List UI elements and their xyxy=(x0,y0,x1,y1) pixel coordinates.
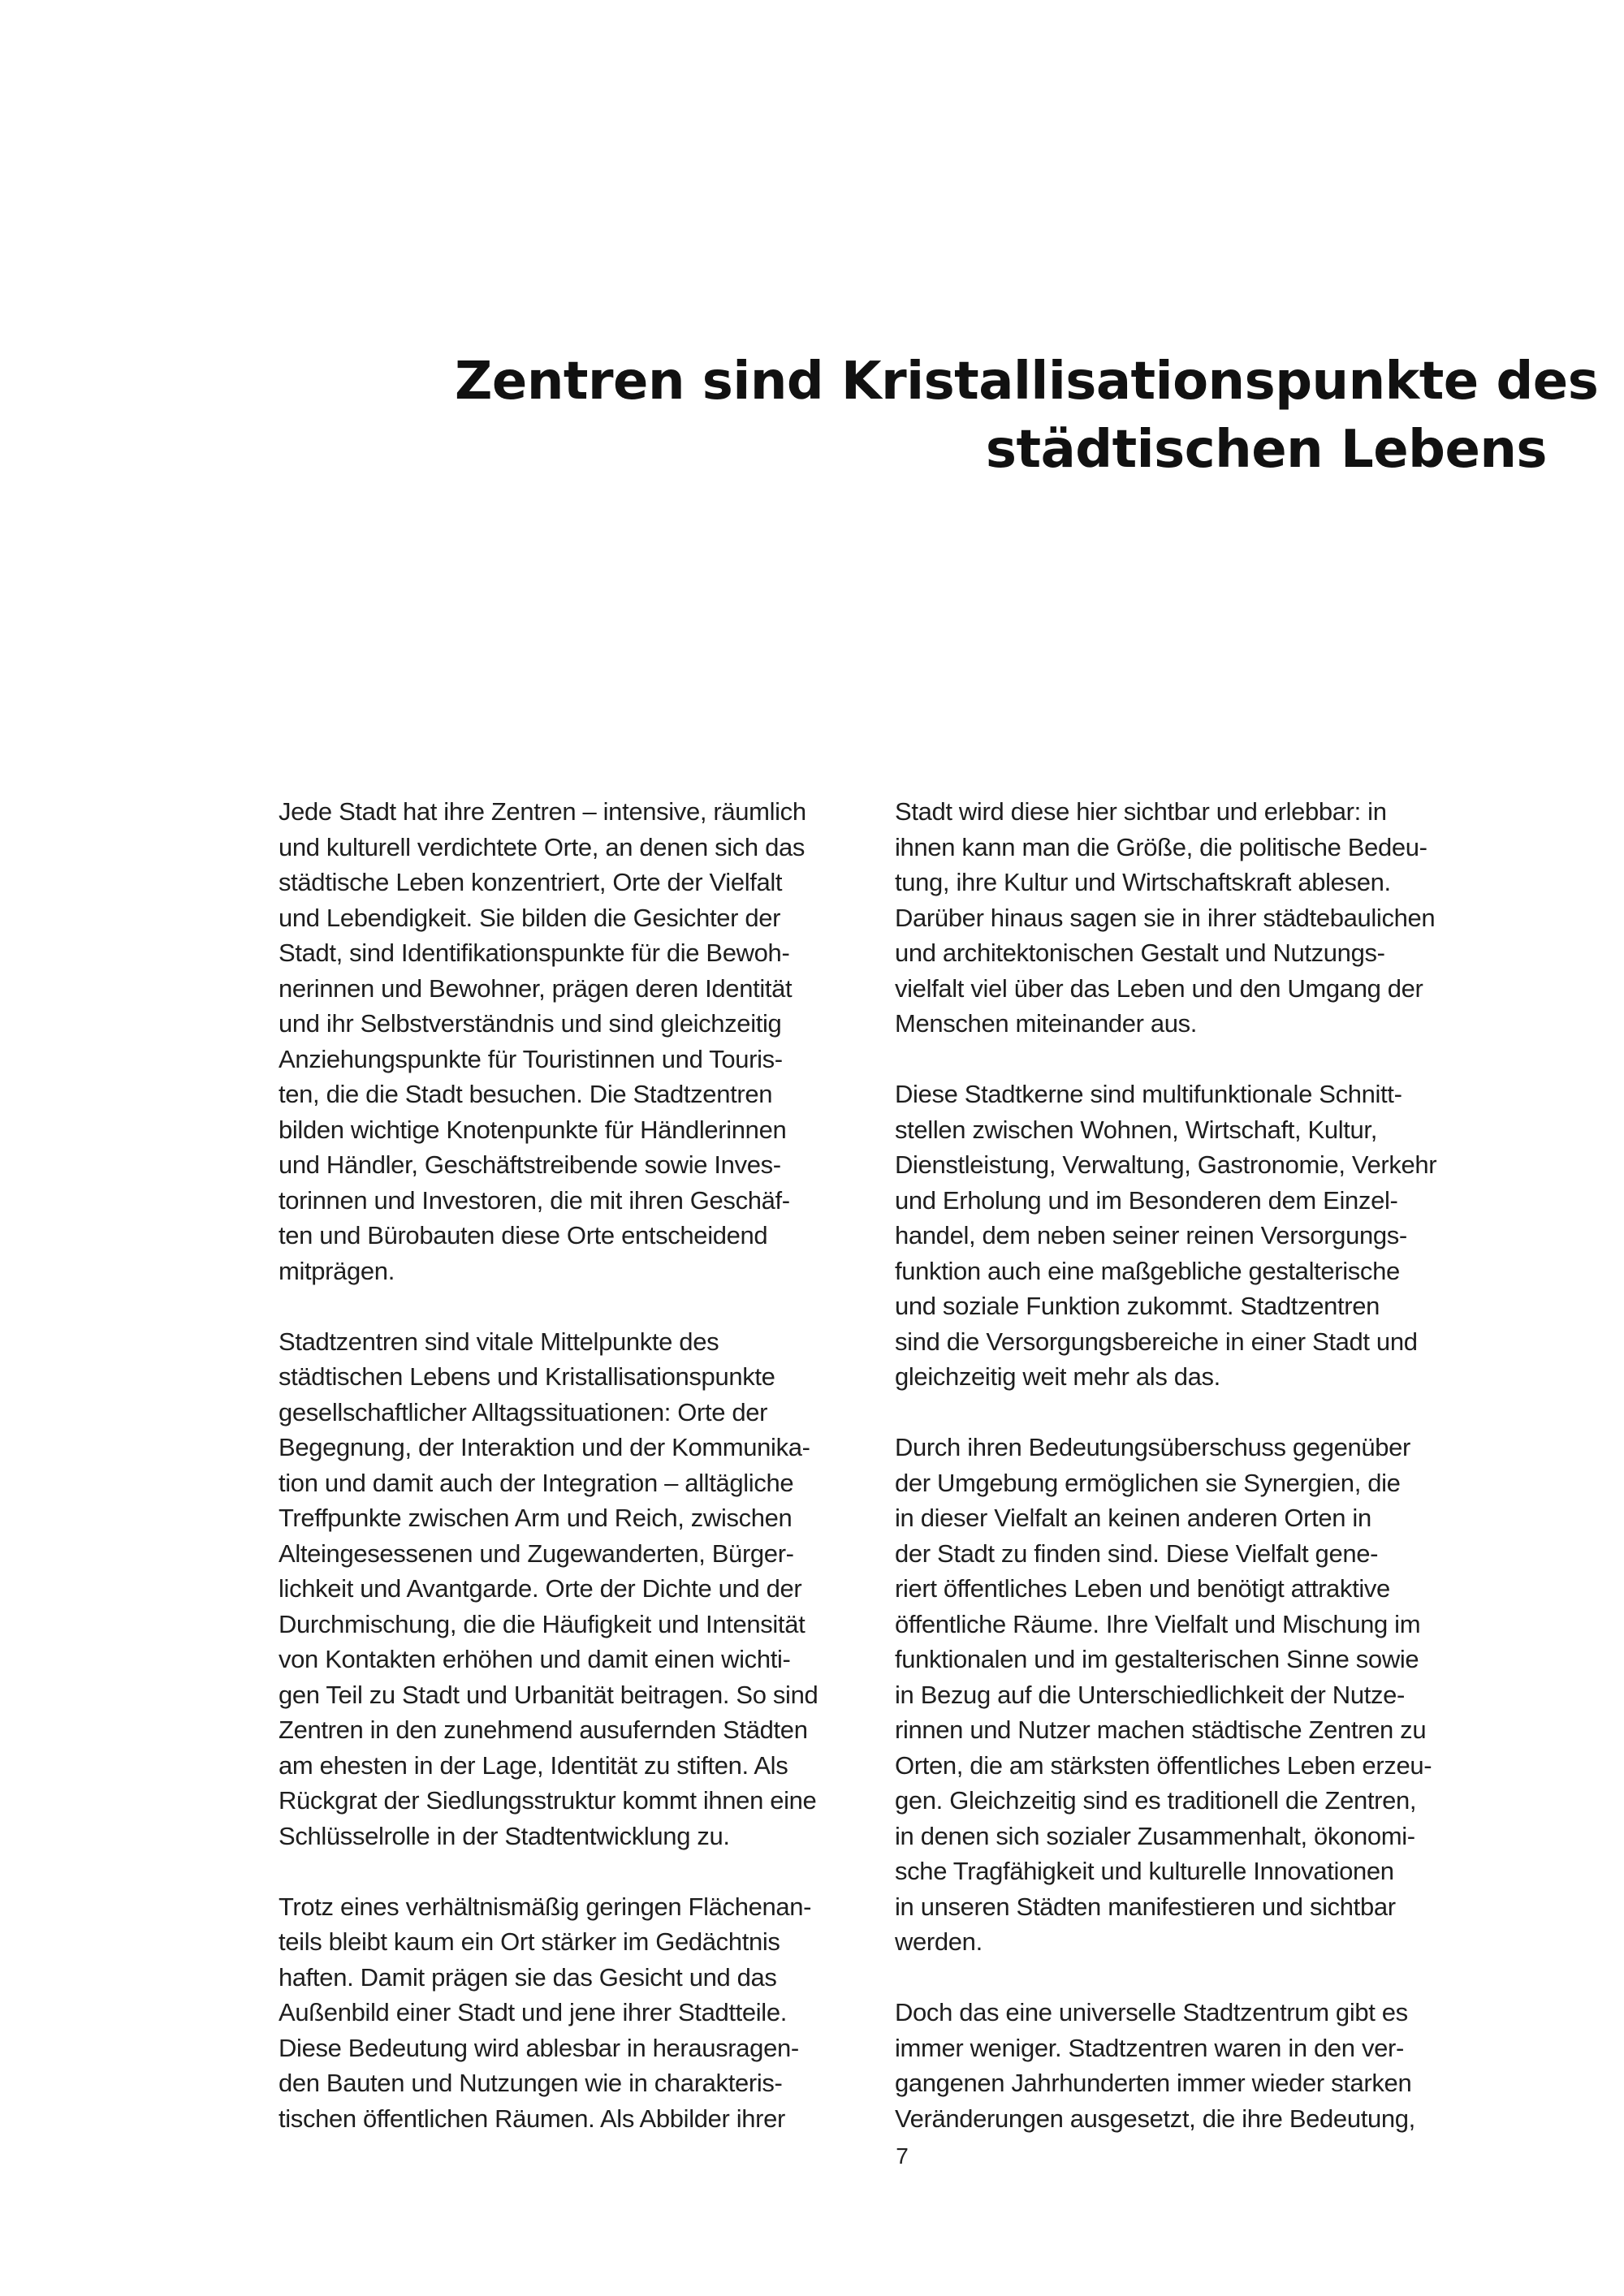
text-line: tung, ihre Kultur und Wirtschaftskraft ablesen. xyxy=(895,868,1391,896)
text-line: städtische Leben konzentriert, Orte der Vielfalt xyxy=(279,868,783,896)
text-line: gesellschaftlicher Alltagssituationen: Orte der xyxy=(279,1397,768,1426)
body-paragraph xyxy=(279,1324,863,1854)
text-line: gangenen Jahrhunderten immer wieder starken xyxy=(895,2069,1412,2097)
text-line: ten, die die Stadt besuchen. Die Stadtzentren xyxy=(279,1080,773,1108)
text-line: der Stadt zu finden sind. Diese Vielfalt gene- xyxy=(895,1539,1379,1568)
page-title xyxy=(455,347,1599,484)
text-line: Menschen miteinander aus. xyxy=(895,1009,1198,1038)
text-line: bilden wichtige Knotenpunkte für Händlerinnen xyxy=(279,1115,787,1144)
body-paragraph xyxy=(895,1995,1496,2136)
text-line: in Bezug auf die Unterschiedlichkeit der Nutze- xyxy=(895,1680,1405,1709)
text-line: riert öffentliches Leben und benötigt attraktive xyxy=(895,1574,1390,1603)
text-line: Durch ihren Bedeutungsüberschuss gegenüber xyxy=(895,1433,1411,1461)
text-line: teils bleibt kaum ein Ort stärker im Gedächtnis xyxy=(279,1927,780,1956)
text-line: in dieser Vielfalt an keinen anderen Orten in xyxy=(895,1504,1371,1532)
text-line: Außenbild einer Stadt und jene ihrer Stadtteile. xyxy=(279,1998,787,2026)
text-line: Begegnung, der Interaktion und der Kommunika- xyxy=(279,1433,810,1461)
text-line: Darüber hinaus sagen sie in ihrer städtebaulichen xyxy=(895,903,1436,932)
text-line: haften. Damit prägen sie das Gesicht und das xyxy=(279,1962,777,1992)
text-line: sche Tragfähigkeit und kulturelle Innovationen xyxy=(895,1857,1394,1885)
text-line: funktion auch eine maßgebliche gestalterische xyxy=(895,1256,1400,1285)
text-line: Zentren in den zunehmend ausufernden Städten xyxy=(279,1716,808,1744)
text-line: Veränderungen ausgesetzt, die ihre Bedeutung, xyxy=(895,2104,1415,2133)
text-line: gleichzeitig weit mehr als das. xyxy=(895,1362,1220,1391)
text-line: und Erholung und im Besonderen dem Einzel- xyxy=(895,1185,1398,1215)
text-line: Durchmischung, die die Häufigkeit und Intensität xyxy=(279,1609,806,1638)
text-line: Treffpunkte zwischen Arm und Reich, zwischen xyxy=(279,1504,793,1532)
right-text-column xyxy=(895,794,1496,2172)
title-line: städtischen Lebens xyxy=(985,420,1547,480)
title-line: Zentren sind Kristallisationspunkte des xyxy=(455,352,1599,412)
text-line: ihnen kann man die Größe, die politische Bedeu- xyxy=(895,832,1427,861)
text-line: Stadt, sind Identifikationspunkte für die Bewoh- xyxy=(279,939,790,967)
text-line: und ihr Selbstverständnis und sind gleichzeitig xyxy=(279,1009,782,1038)
text-line: von Kontakten erhöhen und damit einen wichti- xyxy=(279,1645,791,1673)
text-line: lichkeit und Avantgarde. Orte der Dichte und der xyxy=(279,1574,802,1603)
text-line: nerinnen und Bewohner, prägen deren Identität xyxy=(279,973,793,1003)
text-line: rinnen und Nutzer machen städtische Zentren zu xyxy=(895,1716,1427,1744)
body-paragraph xyxy=(279,1889,863,2137)
body-paragraph xyxy=(895,794,1496,1042)
text-line: am ehesten in der Lage, Identität zu stiften. Als xyxy=(279,1750,788,1780)
text-line: Rückgrat der Siedlungsstruktur kommt ihnen eine xyxy=(279,1786,817,1815)
text-line: Trotz eines verhältnismäßig geringen Flächenan- xyxy=(279,1892,812,1921)
text-line: stellen zwischen Wohnen, Wirtschaft, Kultur, xyxy=(895,1115,1377,1144)
text-line: mitprägen. xyxy=(279,1256,395,1285)
text-line: werden. xyxy=(895,1927,983,1956)
body-paragraph xyxy=(895,1430,1496,1960)
text-line: immer weniger. Stadtzentren waren in den ver- xyxy=(895,2033,1404,2062)
text-line: vielfalt viel über das Leben und den Umgang der xyxy=(895,973,1423,1003)
text-line: städtischen Lebens und Kristallisationspunkte xyxy=(279,1362,775,1391)
text-line: der Umgebung ermöglichen sie Synergien, die xyxy=(895,1468,1401,1497)
text-line: Alteingesessenen und Zugewanderten, Bürger- xyxy=(279,1539,794,1568)
text-line: Jede Stadt hat ihre Zentren – intensive, räumlich xyxy=(279,797,806,826)
text-line: in unseren Städten manifestieren und sichtbar xyxy=(895,1892,1396,1921)
text-line: in denen sich sozialer Zusammenhalt, ökonomi- xyxy=(895,1821,1415,1850)
text-line: und Lebendigkeit. Sie bilden die Gesichter der xyxy=(279,903,781,932)
text-line: Stadt wird diese hier sichtbar und erlebbar: in xyxy=(895,797,1387,826)
text-line: tischen öffentlichen Räumen. Als Abbilder ihrer xyxy=(279,2104,786,2133)
body-paragraph xyxy=(279,794,863,1288)
text-line: und Händler, Geschäftstreibende sowie Inves- xyxy=(279,1150,781,1179)
text-line: gen. Gleichzeitig sind es traditionell die Zentren, xyxy=(895,1786,1417,1815)
text-line: Orten, die am stärksten öffentliches Leben erzeu- xyxy=(895,1750,1432,1780)
text-line: sind die Versorgungsbereiche in einer Stadt und xyxy=(895,1327,1418,1356)
text-line: gen Teil zu Stadt und Urbanität beitragen. So sind xyxy=(279,1680,818,1709)
text-line: Stadtzentren sind vitale Mittelpunkte des xyxy=(279,1327,719,1356)
text-line: Diese Stadtkerne sind multifunktionale Schnitt- xyxy=(895,1080,1402,1108)
text-line: Anziehungspunkte für Touristinnen und Touris- xyxy=(279,1044,783,1073)
page-number: 7 xyxy=(896,2143,909,2169)
text-line: und architektonischen Gestalt und Nutzungs- xyxy=(895,939,1385,967)
text-line: Doch das eine universelle Stadtzentrum gibt es xyxy=(895,1998,1408,2026)
text-line: öffentliche Räume. Ihre Vielfalt und Mischung im xyxy=(895,1609,1421,1638)
text-line: handel, dem neben seiner reinen Versorgungs- xyxy=(895,1221,1407,1249)
text-line: Diese Bedeutung wird ablesbar in herausragen- xyxy=(279,2033,799,2062)
text-line: ten und Bürobauten diese Orte entscheidend xyxy=(279,1221,768,1249)
body-paragraph xyxy=(895,1077,1496,1395)
left-text-column xyxy=(279,794,863,2172)
text-line: und kulturell verdichtete Orte, an denen sich das xyxy=(279,832,806,861)
text-line: Dienstleistung, Verwaltung, Gastronomie, Verkehr xyxy=(895,1150,1437,1179)
text-line: torinnen und Investoren, die mit ihren Geschäf- xyxy=(279,1185,790,1215)
text-line: Schlüsselrolle in der Stadtentwicklung zu. xyxy=(279,1821,730,1850)
text-line: tion und damit auch der Integration – alltägliche xyxy=(279,1468,794,1497)
text-line: und soziale Funktion zukommt. Stadtzentren xyxy=(895,1292,1380,1320)
text-line: den Bauten und Nutzungen wie in charakteris- xyxy=(279,2069,783,2097)
text-line: funktionalen und im gestalterischen Sinne sowie xyxy=(895,1645,1419,1673)
